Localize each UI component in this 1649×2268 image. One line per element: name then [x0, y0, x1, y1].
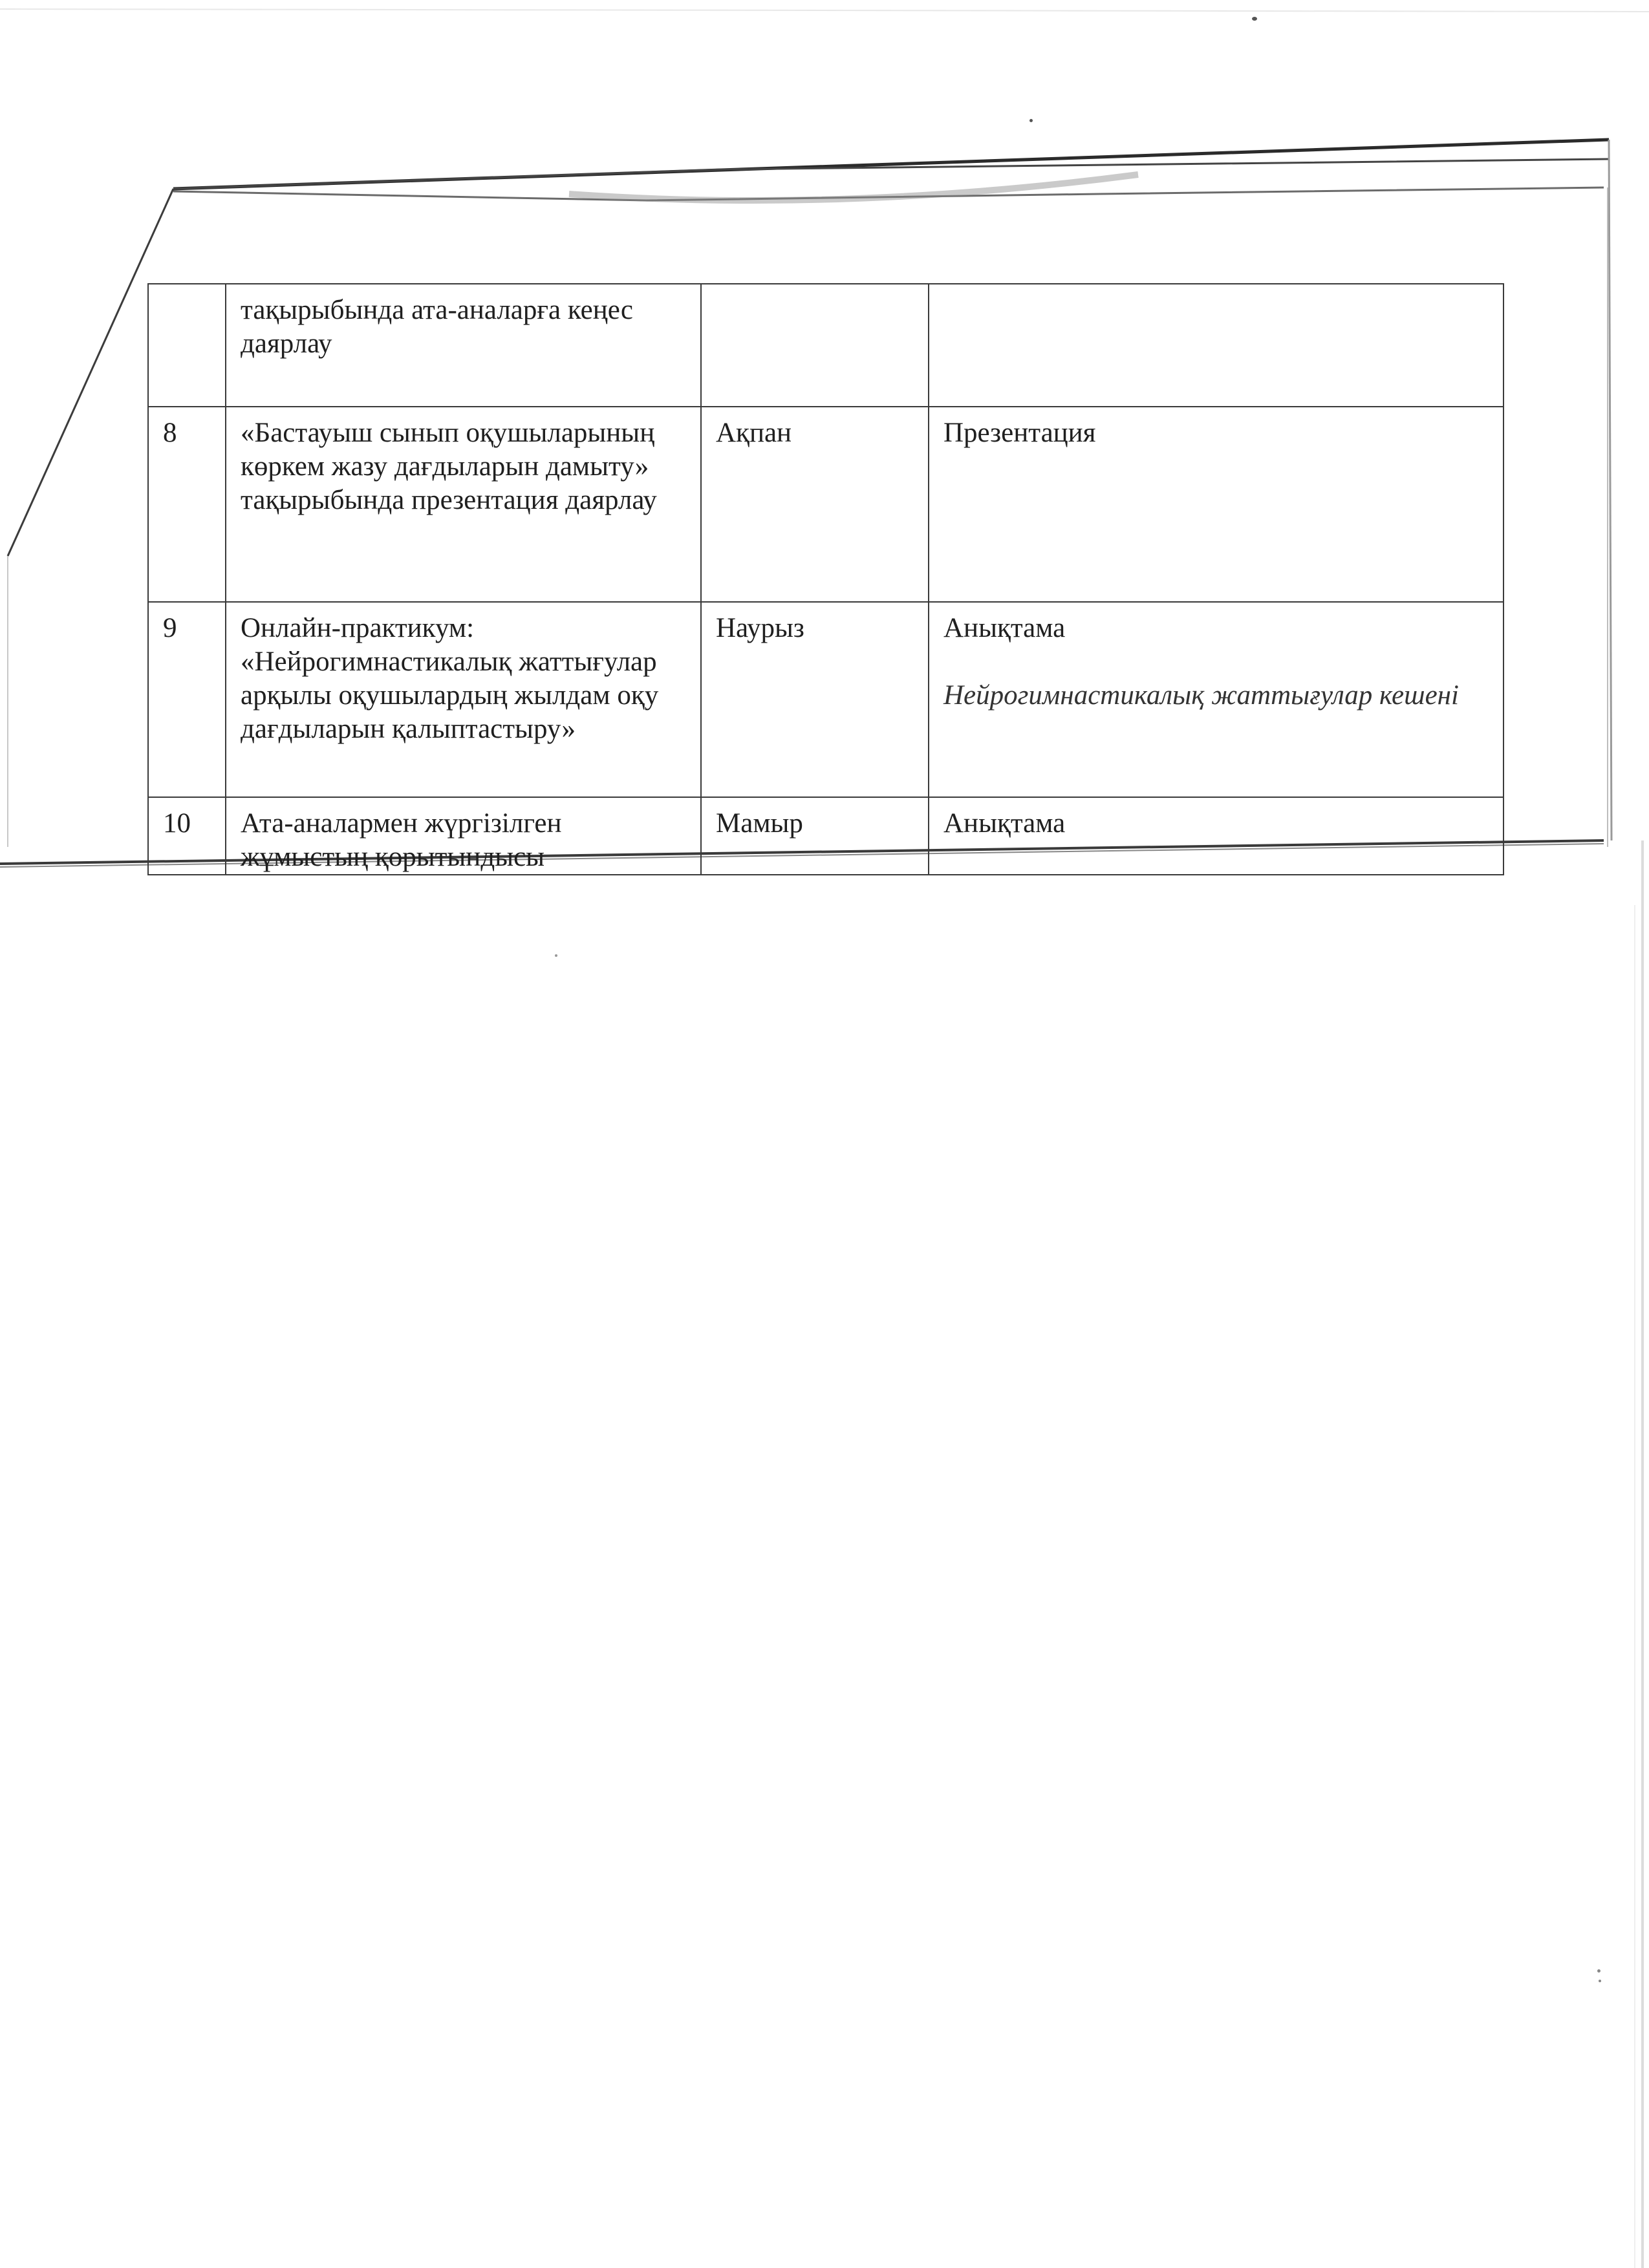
row-topic: тақырыбында ата-аналарға кеңес даярлау [226, 284, 701, 407]
row-topic: Онлайн-практикум: «Нейрогимнастикалық жаттығулар арқылы оқушылардың жылдам оқу дағдыларын қалыптастыру» [226, 602, 701, 797]
table-row [148, 797, 1503, 875]
row-month: Наурыз [701, 602, 929, 797]
row-result: Анықтама [929, 797, 1503, 875]
row-result-cell [929, 602, 1503, 797]
row-month: Мамыр [701, 797, 929, 875]
scan-speck [1599, 1980, 1601, 1982]
row-number [148, 284, 226, 407]
scan-speck [1029, 119, 1033, 122]
work-plan-table [147, 283, 1504, 875]
row-number: 10 [148, 797, 226, 875]
row-result: Анықтама [943, 613, 1066, 643]
row-number: 8 [148, 407, 226, 602]
row-month [701, 284, 929, 407]
row-result-note: Нейрогимнастикалық жаттығулар кешені [943, 680, 1459, 711]
table-row [148, 284, 1503, 407]
row-topic: Ата-аналармен жүргізілген жұмыстың қорытындысы [226, 797, 701, 875]
table-row [148, 407, 1503, 602]
table-row [148, 602, 1503, 797]
row-month: Ақпан [701, 407, 929, 602]
row-topic: «Бастауыш сынып оқушыларының көркем жазу дағдыларын дамыту» тақырыбында презентация даярлау [226, 407, 701, 602]
scan-speck [1252, 17, 1257, 21]
scan-speck [1597, 1969, 1600, 1973]
row-number: 9 [148, 602, 226, 797]
scan-speck [555, 954, 557, 957]
row-result [929, 284, 1503, 407]
row-result: Презентация [929, 407, 1503, 602]
